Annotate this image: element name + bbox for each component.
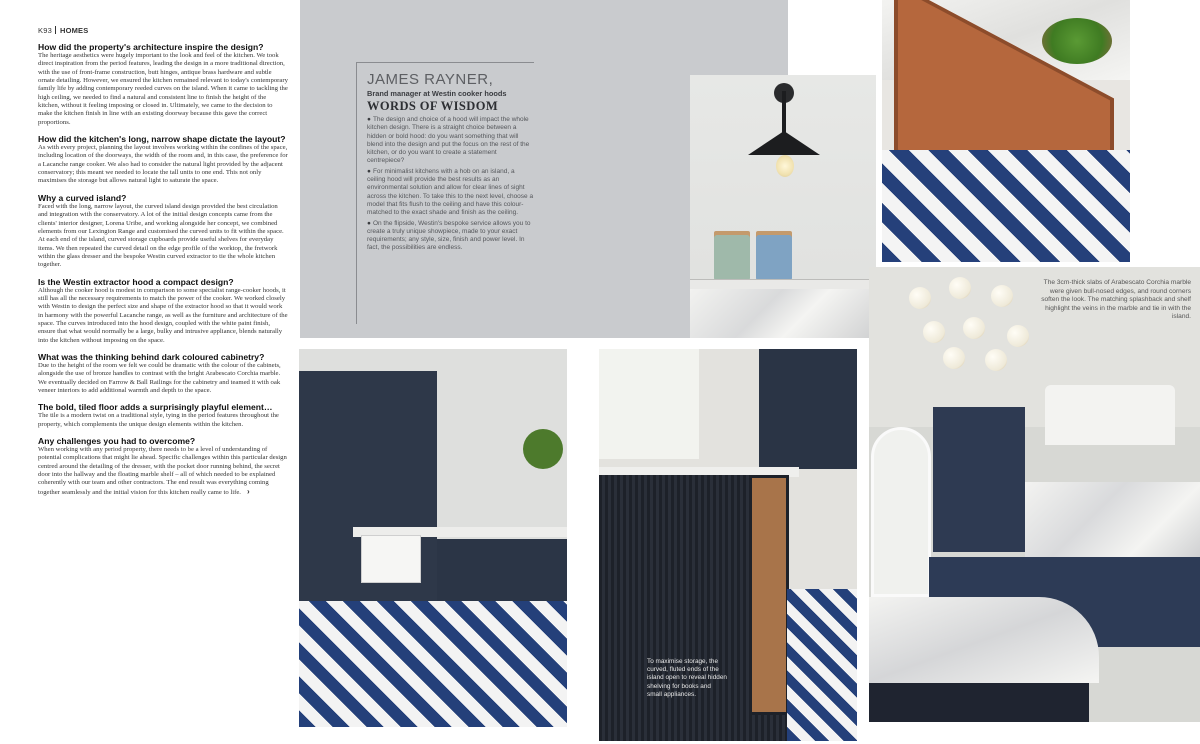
fluted-island <box>869 683 1089 722</box>
marble-caption: The 3cm-thick slabs of Arabescato Corchia marble were given bull-nosed edges, and round corners soften the look. The matching splashback and shelf highlight the veins in the marble and tie in with the island. <box>1041 279 1191 321</box>
kitchen-sink-photo <box>299 349 567 727</box>
globe-light <box>909 287 931 309</box>
sidebar-paragraph <box>367 220 534 253</box>
answer-paragraph: Faced with the long, narrow layout, the curved island design provided the best circulation and integration with the conservatory. A lot of the initial design concepts came from the clients' interior designer, Lorena Uribe, and working alongside her concept, we combined elements from our Lexington Range and customised the curved units to fit within the space. At each end of the island, curved storage cupboards provide useful shelves for everyday items. We then repeated the curved detail on the edge profile of the worktop, the fretwork within the glass dresser and the bespoke Westin curved extractor to tie the whole kitchen together. <box>38 202 284 269</box>
bullet-icon: ● <box>367 219 371 227</box>
globe-light <box>949 277 971 299</box>
article-text-column <box>38 26 288 742</box>
answer-paragraph: As with every project, planning the layout involves working within the confines of the space, including location of the doorways, the width of the room and, in this case, the preference for a Lacanche range cooker. We also had to consider the natural light provided by the adjacent conservatory; this meant we needed to locate the tall units to one end. This not only maximises the storage but allows natural light to saturate the space. <box>38 144 288 185</box>
section-name: HOMES <box>59 26 89 35</box>
patterned-floor-tiles <box>787 589 857 741</box>
answer-paragraph: The tile is a modern twist on a traditional style, tying in the period features throughout the property, which complements the unique design elements within the kitchen. <box>38 412 279 428</box>
glass-dresser <box>933 407 1025 552</box>
question-heading: Why a curved island? <box>38 192 127 203</box>
globe-light <box>1007 325 1029 347</box>
curved-marble-island-top <box>869 597 1099 683</box>
fruit-bowl <box>1042 18 1112 64</box>
lamp-shade <box>748 131 820 155</box>
light-bulb-icon <box>776 155 794 177</box>
lamp-arm <box>782 91 786 133</box>
potted-plant <box>523 429 563 469</box>
sidebar-paragraph <box>367 116 534 166</box>
question-heading: Is the Westin extractor hood a compact design? <box>38 276 234 287</box>
continue-arrow-icon: › <box>246 486 250 496</box>
folio <box>38 26 288 35</box>
sidebar-paragraph-text: For minimalist kitchens with a hob on an island, a ceiling hood will provide the best results as an environmental solution and allow for clear lines of sight across the kitchen. To take this to the next level, choose a model that fits flush to the ceiling and have this colour-matched to the exact shade and finish as the ceiling. <box>367 167 534 217</box>
chandelier <box>899 277 1049 367</box>
answer-paragraph: The heritage aesthetics were hugely important to the look and feel of the kitchen. We took direct inspiration from the period features, leading the design in a more traditional direction, with the use of front-frame construction, butt hinges, antique brass hardware and subtle ornate detailing. However, we ensured the kitchen remained relevant to today's contemporary family life by adding contemporary reeded curves on the island. When it came to tackling the high ceiling, we needed to find a natural and consistent line to finish the height of the kitchen, without it feeling imposing or closed in. Ultimately, we came to the decision to make the kitchen finish in line with an existing doorway because this gave the correct proportions. <box>38 52 288 126</box>
answer-paragraph: Although the cooker hood is modest in comparison to some specialist range-cooker hoods, it still has all the necessary requirements to match the power of the cooker. We worked closely with Westin to design the perfect size and shape of the extractor hood so that it would work in harmony with the powerful Lacanche range, as well as the furniture and architecture of the space. The curves introduced into the hood design, coupled with the white paint finish, ensure that what would normally be a large, bulky and intrusive appliance, blends naturally into the kitchen without imposing on the space. <box>38 286 288 344</box>
globe-light <box>991 285 1013 307</box>
tall-navy-cabinets <box>759 349 857 469</box>
sidebar-paragraph <box>367 168 534 218</box>
bullet-icon: ● <box>367 116 371 123</box>
wall-lamp-photo <box>690 75 876 338</box>
globe-light <box>923 321 945 343</box>
fluted-island-photo <box>599 349 857 741</box>
window <box>599 349 699 459</box>
arched-window <box>871 427 931 597</box>
sidebar-author-name: JAMES RAYNER, <box>367 71 494 88</box>
answer-text: When working with any period property, there needs to be a level of understanding of potential complications that might lie ahead. Specific challenges within this particular design centred around the detailing of the dresser, with the pocket door running behind, the secret door into the hallway and the floating marble shelf – all of which needed to be explained coherently with our team and other contractors. The end result was everything coming together seamlessly and the initial vision for this kitchen really came to life. <box>38 446 287 496</box>
globe-light <box>943 347 965 369</box>
marble-splashback <box>1025 482 1200 562</box>
full-kitchen-photo <box>869 267 1200 722</box>
globe-light <box>963 317 985 339</box>
question-heading: How did the property's architecture inspire the design? <box>38 42 264 52</box>
patterned-floor-tiles <box>299 601 567 727</box>
marble-splashback <box>690 289 876 338</box>
question-heading: What was the thinking behind dark coloured cabinetry? <box>38 351 265 362</box>
sidebar-author-role: Brand manager at Westin cooker hoods <box>367 89 507 98</box>
answer-paragraph <box>38 446 288 497</box>
westin-cooker-hood <box>1045 385 1175 445</box>
bullet-icon: ● <box>367 167 371 175</box>
patterned-floor-tiles <box>882 150 1130 262</box>
question-heading: Any challenges you had to overcome? <box>38 436 196 447</box>
storage-jar <box>714 235 750 281</box>
sidebar-heading: WORDS OF WISDOM <box>367 99 499 113</box>
marble-shelf <box>690 279 876 289</box>
oak-shelving <box>749 475 789 715</box>
folio-divider <box>55 26 56 34</box>
page-number: K93 <box>38 26 52 35</box>
question-heading: The bold, tiled floor adds a surprisingly playful element… <box>38 402 273 413</box>
butler-sink <box>361 535 421 583</box>
storage-jar <box>756 235 792 281</box>
island-caption: To maximise storage, the curved, fluted ends of the island open to reveal hidden shelving for books and small appliances. <box>647 658 727 698</box>
words-of-wisdom-box <box>356 62 534 324</box>
sidebar-paragraph-text: On the flipside, Westin's bespoke service allows you to create a truly unique showpiece, made to your exact requirements; any style, size, finish and power level. In fact, the possibilities are endless. <box>367 219 531 252</box>
sidebar-paragraph-text: The design and choice of a hood will impact the whole kitchen design. There is a straight choice between a hidden or bold hood: do you want something that will blend into the design and put the focus on the rest of the kitchen, or do you want to create a statement centrepiece? <box>367 116 530 165</box>
question-heading: How did the kitchen's long, narrow shape dictate the layout? <box>38 134 286 145</box>
cutlery-drawer-photo <box>882 0 1130 262</box>
answer-paragraph: Due to the height of the room we felt we could be dramatic with the colour of the cabinets, alongside the use of bronze handles to contrast with the bright Arabescato Corchia marble. We eventually decided on Farrow & Ball Railings for the cabinetry and teamed it with oak veneer interiors to add additional warmth and depth to the space. <box>38 361 281 394</box>
globe-light <box>985 349 1007 371</box>
